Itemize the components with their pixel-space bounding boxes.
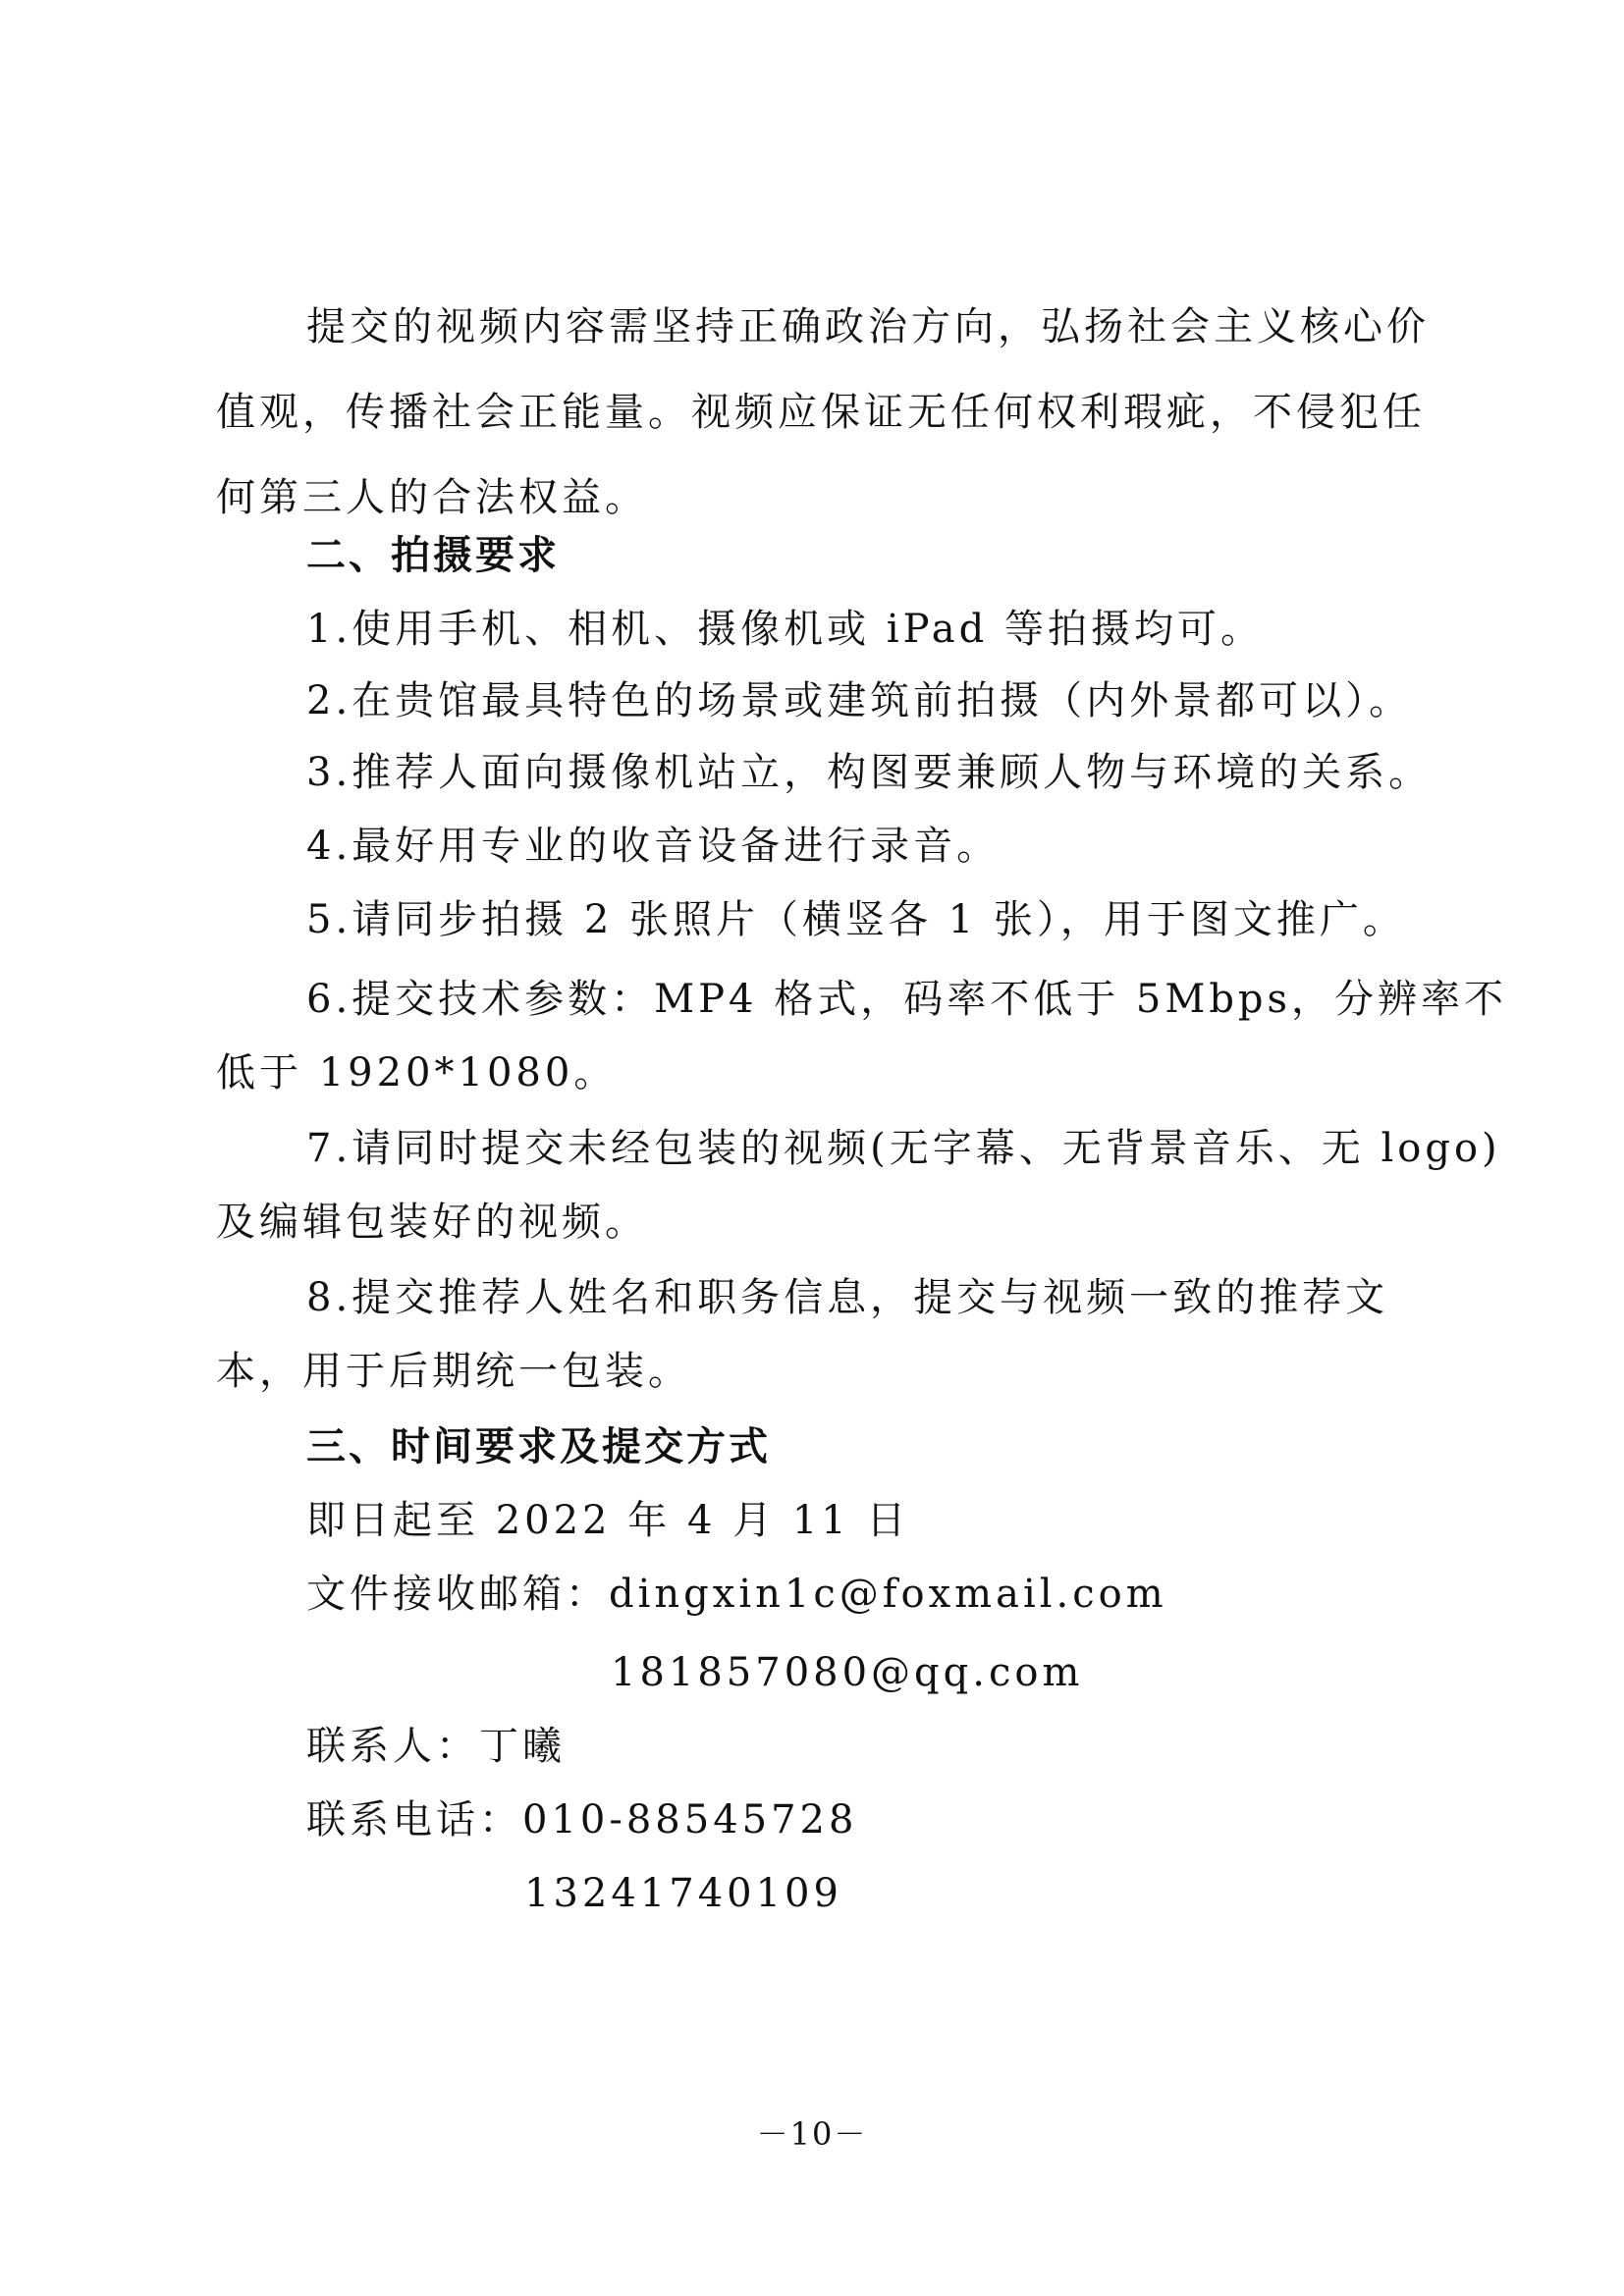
list-item-continuation: 本，用于后期统一包装。: [216, 1349, 691, 1394]
contact-person: 联系人：丁曦: [306, 1724, 566, 1769]
paragraph-line: 提交的视频内容需坚持正确政治方向，弘扬社会主义核心价: [306, 304, 1430, 349]
phone-line: 联系电话：010-88545728: [306, 1797, 858, 1842]
email-line-secondary: 181857080@qq.com: [611, 1650, 1084, 1695]
paragraph-line: 何第三人的合法权益。: [216, 475, 648, 520]
list-item: 3.推荐人面向摄像机站立，构图要兼顾人物与环境的关系。: [306, 750, 1433, 795]
phone-line-secondary: 13241740109: [524, 1871, 842, 1916]
list-item: 7.请同时提交未经包装的视频(无字幕、无背景音乐、无 logo): [306, 1126, 1501, 1171]
list-item: 2.在贵馆最具特色的场景或建筑前拍摄（内外景都可以）。: [306, 678, 1413, 723]
deadline-text: 即日起至 2022 年 4 月 11 日: [306, 1498, 910, 1543]
page-number: －10－: [756, 2115, 868, 2153]
email-line: 文件接收邮箱：dingxin1c@foxmail.com: [306, 1572, 1167, 1617]
list-item: 4.最好用专业的收音设备进行录音。: [306, 824, 1001, 869]
list-item: 6.提交技术参数：MP4 格式，码率不低于 5Mbps，分辨率不: [306, 977, 1508, 1022]
list-item-continuation: 低于 1920*1080。: [216, 1050, 618, 1095]
list-item: 1.使用手机、相机、摄像机或 iPad 等拍摄均可。: [306, 607, 1264, 652]
section-heading: 三、时间要求及提交方式: [306, 1424, 771, 1469]
list-item: 5.请同步拍摄 2 张照片（横竖各 1 张），用于图文推广。: [306, 897, 1406, 942]
list-item-continuation: 及编辑包装好的视频。: [216, 1200, 648, 1245]
paragraph-line: 值观，传播社会正能量。视频应保证无任何权利瑕疵，不侵犯任: [216, 390, 1426, 435]
list-item: 8.提交推荐人姓名和职务信息，提交与视频一致的推荐文: [306, 1275, 1389, 1320]
section-heading: 二、拍摄要求: [306, 533, 560, 578]
